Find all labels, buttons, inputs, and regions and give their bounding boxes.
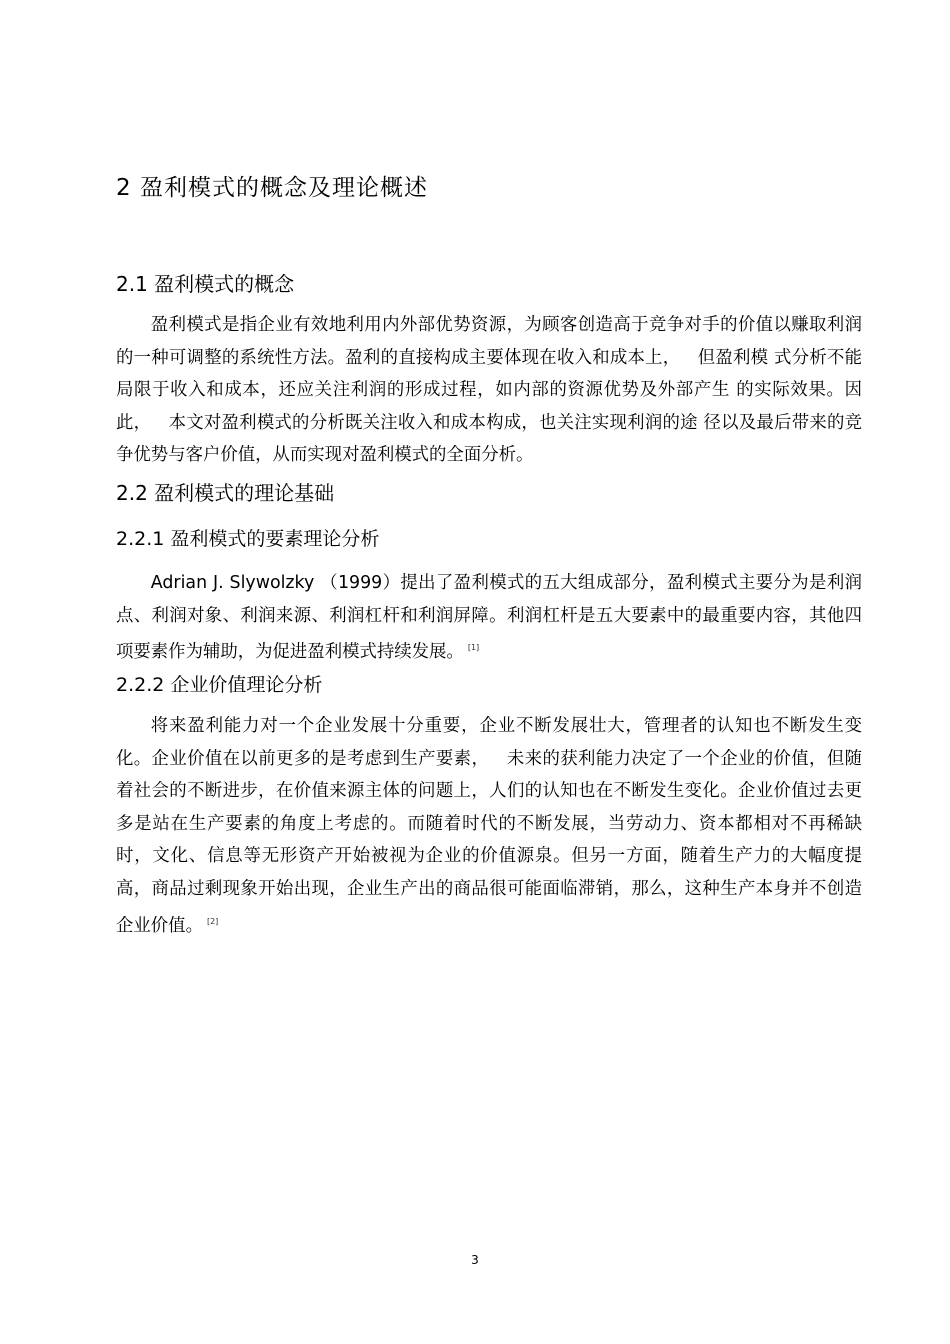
section-paragraph-2-1: 盈利模式是指企业有效地利用内外部优势资源，为顾客创造高于竞争对手的价值以赚取利润的一种可调整的系统性方法。盈利的直接构成主要体现在收入和成本上， 但盈利模 式分析不能局限于收入和成本，还应关注利润的形成过程，如内部的资源优势及外部产生 的实际效果。因此， 本文对盈利模式的分析既关注收入和成本构成，也关注实现利润的途 径以及最后带来的竞争优势与客户价值，从而实现对盈利模式的全面分析。 — [116, 315, 862, 466]
paragraph-text: Adrian J. Slywolzky （1999）提出了盈利模式的五大组成部分，盈利模式主要分为是利润点、利润对象、利润来源、利润杠杆和利润屏障。利润杠杆是五大要素中的最重要内容，其他四项要素作为辅助，为促进盈利模式持续发展。 — [116, 573, 862, 662]
section-heading-2-2-2: 2.2.2 企业价值理论分析 — [116, 674, 323, 696]
page-number: 3 — [471, 1253, 479, 1267]
section-paragraph-2-2-1 — [116, 567, 862, 669]
citation-marker: [1] — [467, 643, 480, 653]
section-paragraph-2-2-2 — [116, 710, 862, 942]
section-heading-2-2-1: 2.2.1 盈利模式的要素理论分析 — [116, 528, 380, 550]
citation-marker: [2] — [206, 916, 219, 926]
chapter-title: 2 盈利模式的概念及理论概述 — [116, 175, 428, 201]
section-heading-2-1: 2.1 盈利模式的概念 — [116, 272, 295, 296]
paragraph-text: 将来盈利能力对一个企业发展十分重要，企业不断发展壮大，管理者的认知也不断发生变化。企业价值在以前更多的是考虑到生产要素， 未来的获利能力决定了一个企业的价值，但随着社会的不断进步，在价值来源主体的问题上，人们的认知也在不断发生变化。企业价值过去更多是站在生产要素的角度上考虑的。而随着时代的不断发展，当劳动力、资本都相对不再稀缺时，文化、信息等无形资产开始被视为企业的价值源泉。但另一方面，随着生产力的大幅度提高，商品过剩现象开始出现，企业生产出的商品很可能面临滞销，那么，这种生产本身并不创造企业价值。 — [116, 716, 862, 936]
section-heading-2-2: 2.2 盈利模式的理论基础 — [116, 481, 335, 505]
